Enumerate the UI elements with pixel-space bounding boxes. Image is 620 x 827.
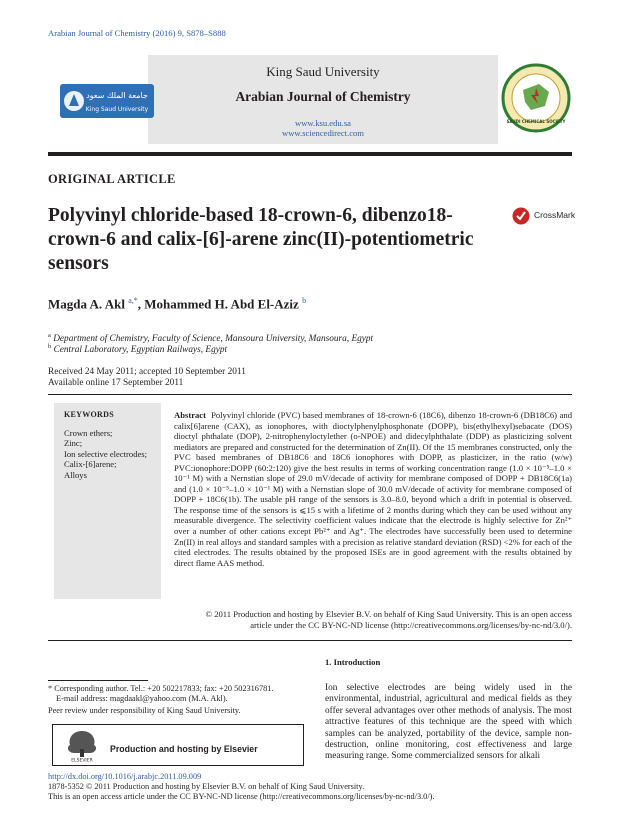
abstract-text: Polyvinyl chloride (PVC) based membranes of 18-crown-6 (18C6), dibenzo 18-crown-6 (DB18C6) and calix[6]arene (CAX), as ionophores, with dioctylphenylphosphonate (DOPP), bis(ethylhexyl)sebacate (DOS) dioctyl phthalate (DOP), 2-nitrophenyloctylether (o-NPOE) and didecylphthalate (DDP) as plasticizing solvent mediators are prepared and constructed for the determination of Zn(II). Of the 15 membranes constructed, only the PVC based membranes of DB18C6 and 18C6 ionophores with DOPP, as plasticizer, in the ratio (w/w) PVC:ionophore:DOPP (60:2:120) give the best results in terms of working concentration range (1.0 × 10⁻⁵–1.0 × 10⁻¹ M) with a Nernstian slope of 29.0 mV/decade of activity for membrane composed of DOPP + DB18C6(1a) and (1.0 × 10⁻⁵–1.0 × 10⁻¹ M) with a Nernstian slope of 30.0 mV/decade of activity for membrane composed of DOPP + 18C6(1b). The usable pH range of the sensors is 3.0–8.0, beyond which a drift in potential is observed. The response time of the sensors is ⩽15 s with a lifetime of 2 months during which they can be used without any measurable divergence. The selectivity coefficient values indicate that the electrode is highly selective for Zn²⁺ over a number of other cations except Pb²⁺ and Ag⁺. The electrodes have successfully been used to determine Zn(II) in real alloys and standard samples with a precision as relative standard deviation (RSD) <2% for each of the cited electrodes. The results obtained by the proposed ISEs are in good agreement with the results obtained by direct flame AAS method. [174, 410, 572, 568]
affiliation-text: Central Laboratory, Egyptian Railways, Egypt [53, 345, 228, 356]
article-type: ORIGINAL ARTICLE [48, 172, 176, 186]
copyright-notice [174, 609, 572, 630]
open-access-line[interactable]: This is an open access article under the CC BY-NC-ND license (http://creativecommons.org/licenses/by-nc-nd/3.0/). [48, 792, 435, 801]
ksu-logo-arabic: جامعة الملك سعود [86, 91, 148, 100]
author-list [48, 296, 306, 312]
issn-line: 1878-5352 © 2011 Production and hosting by Elsevier B.V. on behalf of King Saud University. [48, 782, 365, 791]
corresponding-author: * Corresponding author. Tel.: +20 502217833; fax: +20 502316781. [48, 684, 274, 693]
divider [48, 640, 572, 641]
divider [48, 394, 572, 395]
corresponding-author-note [48, 684, 308, 704]
keyword-item: Alloys [64, 469, 87, 480]
production-label: Production and hosting by Elsevier [110, 744, 258, 754]
introduction-text: Ion selective electrodes are being widely used in the environmental, industrial, agricultural and medical fields as they offer several advantages over other methods of analysis. The most attractive features of this technique are the speed with which samples can be analyzed, portability of the device, sample non-destruction, online monitoring, cost effectiveness and large measuring range. Some commercialized sensors for alkali [325, 683, 572, 762]
copyright-line: © 2011 Production and hosting by Elsevier B.V. on behalf of King Saud University. This is an open access [205, 609, 572, 619]
peer-review-note: Peer review under responsibility of King Saud University. [48, 706, 241, 715]
affiliation-text: Department of Chemistry, Faculty of Science, Mansoura University, Mansoura, Egypt [53, 334, 374, 345]
crossmark-badge[interactable] [512, 206, 574, 226]
elsevier-logo-text: ELSEVIER [71, 758, 93, 763]
abstract-label: Abstract [174, 410, 206, 420]
email-address[interactable]: E-mail address: magdaakl@yahoo.com (M.A. Akl). [56, 694, 228, 703]
online-date: Available online 17 September 2011 [48, 378, 184, 388]
author-name[interactable]: Magda A. Akl [48, 296, 125, 312]
article-title: Polyvinyl chloride-based 18-crown-6, dibenzo18-crown-6 and calix-[6]-arene zinc(II)-potentiometric sensors [48, 205, 474, 274]
keyword-item: Crown ethers; [64, 428, 113, 438]
author-affiliation-marks[interactable]: b [302, 296, 307, 305]
author-name[interactable]: Mohammed H. Abd El-Aziz [144, 296, 299, 312]
doi-link[interactable]: http://dx.doi.org/10.1016/j.arabjc.2011.09.009 [48, 772, 202, 781]
license-line[interactable]: article under the CC BY-NC-ND license (http://creativecommons.org/licenses/by-nc-nd/3.0/). [250, 619, 572, 630]
ksu-url[interactable]: www.ksu.edu.sa [294, 118, 351, 128]
ksu-logo-english: King Saud University [85, 106, 149, 113]
elsevier-tree-icon [60, 727, 104, 763]
affiliation [48, 341, 572, 356]
header-rule [48, 152, 572, 156]
crossmark-icon [512, 207, 530, 225]
keyword-item: Calix-[6]arene; [64, 459, 117, 470]
journal-title: Arabian Journal of Chemistry [235, 89, 411, 104]
journal-urls [148, 118, 498, 138]
affiliation-mark: a [48, 332, 51, 339]
article-dates [48, 367, 246, 389]
affiliation-mark: b [48, 343, 52, 350]
logo-society-text: SAUDI CHEMICAL SOCIETY [506, 119, 566, 124]
university-name: King Saud University [266, 64, 380, 79]
section-heading: 1. Introduction [325, 657, 381, 667]
crossmark-label: CrossMark [534, 210, 576, 220]
keyword-item: Zinc; [64, 438, 83, 449]
received-date: Received 24 May 2011; accepted 10 September 2011 [48, 367, 246, 377]
sciencedirect-url[interactable]: www.sciencedirect.com [281, 128, 364, 138]
author-affiliation-marks[interactable]: a,* [128, 296, 138, 305]
footnote-rule [48, 680, 148, 681]
saudi-chemical-society-logo-icon [501, 60, 571, 136]
keywords-list [64, 428, 154, 480]
keyword-item: Ion selective electrodes; [64, 448, 148, 459]
ksu-logo-icon [60, 84, 154, 118]
author-separator: , [137, 296, 145, 312]
keywords-heading: KEYWORDS [64, 410, 114, 419]
journal-citation[interactable]: Arabian Journal of Chemistry (2016) 9, S878–S888 [48, 28, 226, 38]
abstract [174, 410, 572, 568]
